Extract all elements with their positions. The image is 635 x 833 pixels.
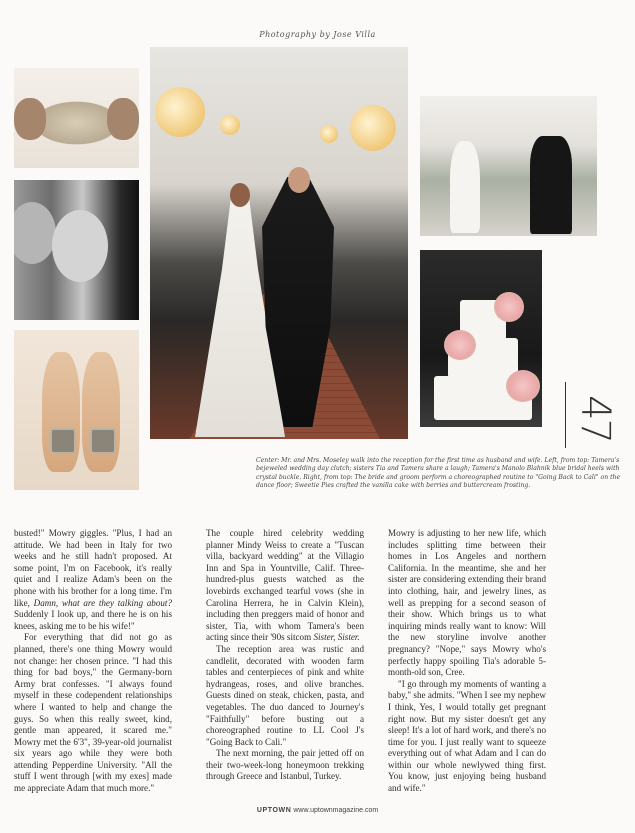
article-column-2 (206, 528, 364, 783)
paragraph: Mowry is adjusting to her new life, which includes splitting time between their homes in Los Angeles and northern California. In the meantime, she and her sister are considering extending their brand into clothing, hair, and jewelry lines, as well as prepping for a second season of their show. Which brings us to what inquiring minds really want to know: Will the new storyline involve another pregnancy? "Nope," says Mowry who's perfectly happy spoiling Tia's adorable 5-month-old son, Cree. (388, 528, 546, 678)
left-shoe (42, 352, 80, 472)
italic-text-run: Sister, Sister. (313, 632, 360, 643)
cake-flowers (494, 292, 524, 322)
paragraph (14, 528, 172, 632)
groom-dancing (530, 136, 572, 234)
paper-lantern (220, 115, 240, 135)
text-run: Suddenly I look up, and there he is on his knees, asking me to be his wife!" (14, 609, 172, 631)
right-shoe-buckle (90, 428, 116, 454)
text-run: busted!" Mowry giggles. "Plus, I had an attitude. We had been in Italy for two weeks and he still hadn't proposed. At some point, I'm on Facebook, it's really quiet and I realize Adam's been on the phone with his brother for a long time. I'm like, (14, 528, 172, 608)
paragraph: The next morning, the pair jetted off on their two-week-long honeymoon trekking through Greece and Istanbul, Turkey. (206, 748, 364, 782)
paragraph (206, 528, 364, 644)
bride-dancing (450, 141, 480, 233)
text-run: The couple hired celebrity wedding planner Mindy Weiss to create a "Tuscan villa, backyard wedding" at the Villagio Inn and Spa in Yountville, Calif. Three-hundred-plus guests watched as the lovebirds exchanged tearful vows (she in Carolina Herrera, he in Calvin Klein), including then preggers maid of honor and sister, Tia, with whom Tamera's been acting since their '90s sitcom (206, 528, 364, 643)
page-footer (0, 807, 635, 814)
page-number: 47 (572, 395, 618, 442)
couple-entrance-photo (150, 47, 408, 439)
sister-face-left (14, 202, 56, 264)
sister-face-right (52, 210, 108, 282)
paper-lantern (155, 87, 205, 137)
caption-lead: Center: (256, 457, 280, 464)
bride-head (230, 183, 250, 207)
article-column-1 (14, 528, 172, 795)
paragraph: "I go through my moments of wanting a baby," she admits. "When I see my nephew I think, Yes, I would totally get pregnant right now. But my sister doesn't get any sleep! It's a lot of hard work, and there's no time for you. I just really want to squeeze everything out of what Adam and I can do within our whole newlywed thing first. You know, just enjoying being husband and wife." (388, 678, 546, 794)
article-column-3 (388, 528, 546, 795)
italic-text-run: Damn, what are they talking about? (33, 597, 172, 608)
sisters-photo (14, 180, 139, 320)
caption-text: Mr. and Mrs. Moseley walk into the reception for the first time as husband and wife. Left, from top: Tamera's bejeweled wedding day clutch; sisters Tia and Tamera share a laugh; Tamera's Manolo Blahnik blue bridal heels with crystal buckle. Right, from top: The bride and groom perform a choreographed routine to "Going Back to Cali" on the dance floor; Sweetie Pies crafted the vanilla cake with berries and buttercream frosting. (256, 457, 621, 489)
cake-flowers (444, 330, 476, 360)
paragraph: The reception area was rustic and candlelit, decorated with wooden farm tables and centerpieces of pink and white hydrangeas, roses, and olive branches. Guests dined on steak, chicken, pasta, and vegetables. The duo danced to Journey's "Faithfully" before busting out a choreographed routine to LL Cool J's "Going Back to Cali." (206, 643, 364, 747)
paper-lantern (350, 105, 396, 151)
paragraph: For everything that did not go as planned, there's one thing Mowry would not change: her chosen prince. "I had this thing for bad boys," the Germany-born Army brat confesses. "I always found myself in these codependent relationships where I wanted to help and change the guys. So when this really sweet, kind, gentle man appeared, it scared me." Mowry met the 6'3", 39-year-old journalist six years ago while they were both attending Pepperdine University. "All the stuff I went through [with my exes] made me appreciate Adam that much more." (14, 632, 172, 794)
right-shoe (82, 352, 120, 472)
right-hand-shape (107, 98, 139, 140)
magazine-brand: UPTOWN (256, 807, 292, 814)
left-hand-shape (14, 98, 46, 140)
paper-lantern (320, 125, 338, 143)
groom-head (288, 167, 310, 193)
photo-caption (256, 457, 626, 490)
dance-floor-photo (420, 96, 597, 236)
cake-flowers (506, 370, 540, 402)
left-shoe-buckle (50, 428, 76, 454)
wedding-cake-photo (420, 250, 542, 427)
magazine-url: www.uptownmagazine.com (293, 807, 379, 814)
photo-credit: Photography by Jose Villa (259, 30, 376, 39)
clutch-photo (14, 68, 139, 168)
bridal-heels-photo (14, 330, 139, 490)
